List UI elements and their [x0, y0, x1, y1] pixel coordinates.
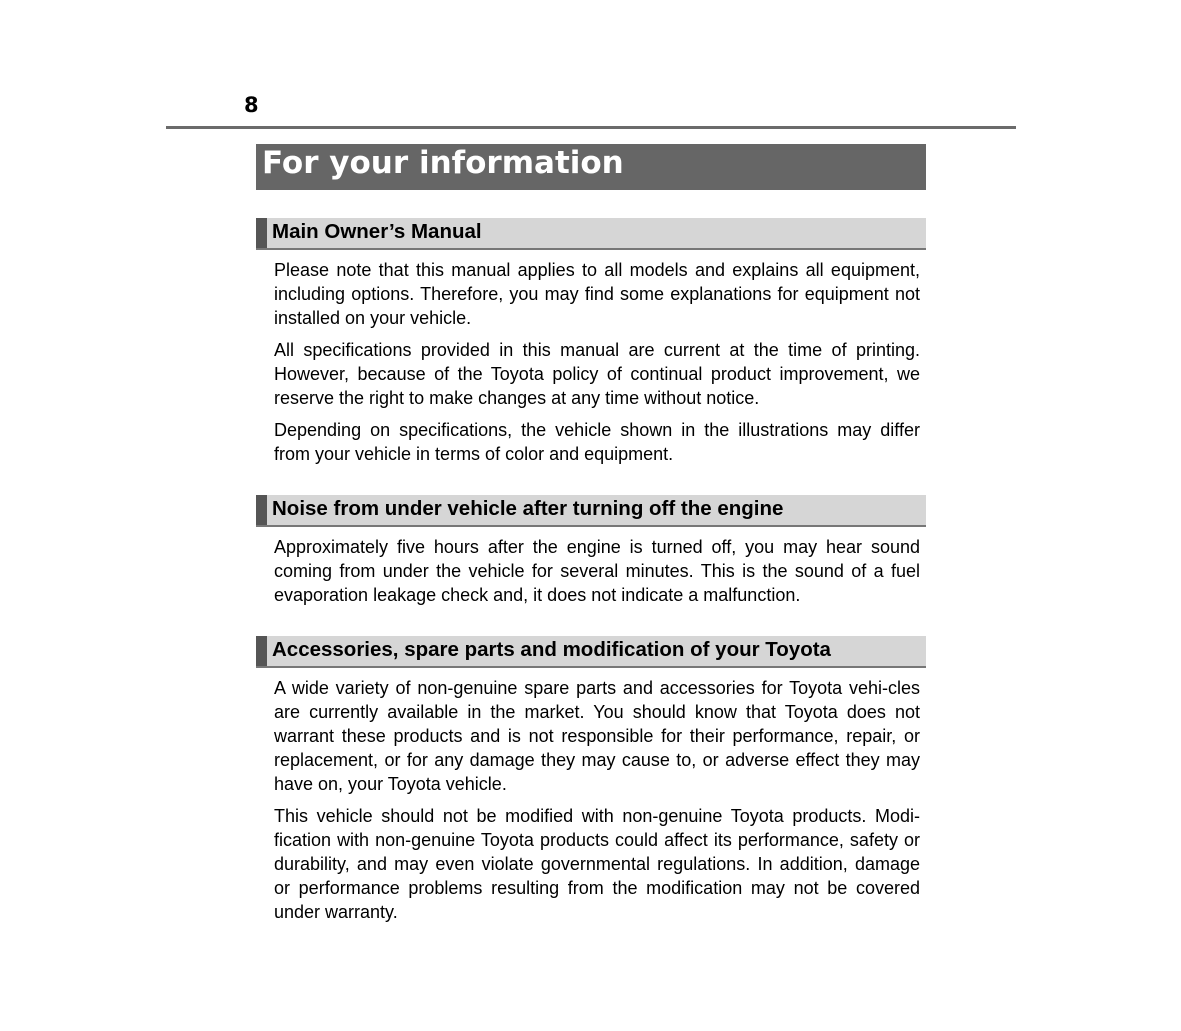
chapter-title: For your information: [256, 144, 926, 190]
page-number: 8: [244, 93, 259, 117]
paragraph: Approximately five hours after the engine is turned off, you may hear sound coming from under the vehicle for several minutes. This is the sound of a fuel evaporation leakage check and, it does not indicate a malfunction.: [274, 537, 920, 605]
paragraph: This vehicle should not be modified with non-genuine Toyota products. Modi-fication with non-genuine Toyota products could affect its performance, safety or durability, and may even violate governmental regulations. In addition, damage or performance problems resulting from the modification may not be covered under warranty.: [274, 806, 920, 922]
heading-accent-bar: [256, 218, 267, 248]
section-noise-after-engine-off: [256, 495, 926, 607]
section-heading: Main Owner’s Manual: [272, 220, 482, 243]
paragraph: All specifications provided in this manual are current at the time of printing. However, because of the Toyota policy of continual product improvement, we reserve the right to make changes at any time without notice.: [274, 340, 920, 408]
heading-accent-bar: [256, 495, 267, 525]
section-heading: Noise from under vehicle after turning off the engine: [272, 497, 784, 520]
section-heading-bar: [256, 495, 926, 527]
section-main-owners-manual: [256, 218, 926, 466]
section-heading-bar: [256, 218, 926, 250]
section-heading-bar: [256, 636, 926, 668]
paragraph: Depending on specifications, the vehicle shown in the illustrations may differ from your vehicle in terms of color and equipment.: [274, 420, 920, 464]
paragraph: A wide variety of non-genuine spare parts and accessories for Toyota vehi-cles are currently available in the market. You should know that Toyota does not warrant these products and is not responsible for their performance, repair, or replacement, or for any damage they may cause to, or adverse effect they may have on, your Toyota vehicle.: [274, 678, 920, 794]
header-rule: [166, 126, 1016, 129]
heading-accent-bar: [256, 636, 267, 666]
section-heading: Accessories, spare parts and modification of your Toyota: [272, 638, 831, 661]
section-accessories-spare-parts: [256, 636, 926, 924]
paragraph: Please note that this manual applies to all models and explains all equipment, including options. Therefore, you may find some explanations for equipment not installed on your vehicle.: [274, 260, 920, 328]
